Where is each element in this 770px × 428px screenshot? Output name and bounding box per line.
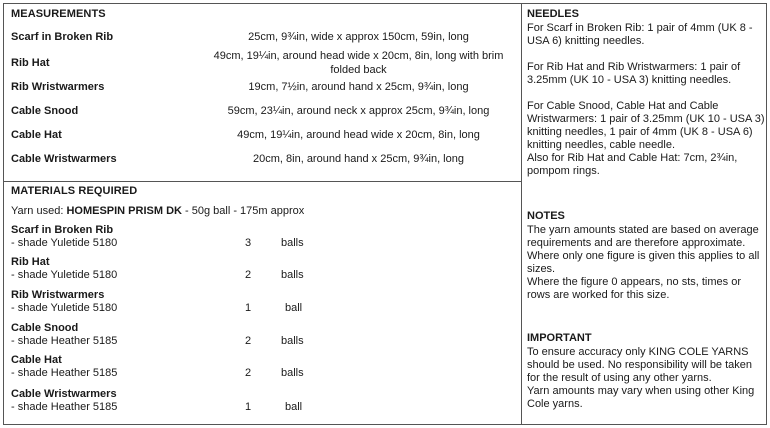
important-heading: IMPORTANT <box>527 332 592 344</box>
needles-cable: For Cable Snood, Cable Hat and Cable Wristwarmers: 1 pair of 3.25mm (UK 10 - USA 3) knitting needles, 1 pair of 4mm (UK 8 - USA 6) knitting needles, cable needle. <box>527 100 765 151</box>
measurement-name: Rib Hat <box>11 57 50 69</box>
material-item <box>11 256 516 282</box>
material-shade: - shade Heather 5185 <box>11 367 118 379</box>
measurement-name: Cable Snood <box>11 105 79 117</box>
material-unit: balls <box>281 269 304 281</box>
material-quantity: 2 <box>245 335 252 347</box>
measurement-row <box>11 99 516 123</box>
material-item <box>11 289 516 315</box>
measurement-value: 49cm, 19¼in, around head wide x 20cm, 8in, long with brim folded back <box>213 50 504 76</box>
needles-scarf: For Scarf in Broken Rib: 1 pair of 4mm (UK 8 - USA 6) knitting needles. <box>527 22 753 47</box>
material-name: Rib Wristwarmers <box>11 289 105 301</box>
important-text-2: Yarn amounts may vary when using other King Cole yarns. <box>527 385 755 410</box>
material-name: Cable Wristwarmers <box>11 388 117 400</box>
yarn-used-prefix: Yarn used: <box>11 205 67 217</box>
measurement-row <box>11 123 516 147</box>
material-quantity: 3 <box>245 237 252 249</box>
important-section <box>527 332 765 411</box>
column-divider <box>521 4 522 424</box>
material-unit: balls <box>281 335 304 347</box>
yarn-used-suffix: - 50g ball - 175m approx <box>181 205 305 217</box>
measurement-value: 19cm, 7½in, around hand x 25cm, 9¾in, long <box>248 81 469 93</box>
notes-section <box>527 210 765 302</box>
material-unit: balls <box>281 367 304 379</box>
needles-pompom: Also for Rib Hat and Cable Hat: 7cm, 2¾in, pompom rings. <box>527 152 738 177</box>
measurement-row <box>11 75 516 99</box>
materials-heading: MATERIALS REQUIRED <box>11 185 138 197</box>
measurement-name: Cable Wristwarmers <box>11 153 117 165</box>
material-item <box>11 322 516 348</box>
pattern-info-table <box>3 3 767 425</box>
needles-heading: NEEDLES <box>527 8 579 20</box>
measurement-name: Cable Hat <box>11 129 62 141</box>
material-item <box>11 224 516 250</box>
material-unit: ball <box>285 401 303 413</box>
notes-heading: NOTES <box>527 210 565 222</box>
material-quantity: 2 <box>245 269 252 281</box>
yarn-name: HOMESPIN PRISM DK <box>66 205 182 217</box>
notes-text-1: The yarn amounts stated are based on average requirements and are therefore approximate. <box>527 224 759 249</box>
measurement-value: 59cm, 23¼in, around neck x approx 25cm, 9¾in, long <box>227 105 490 117</box>
measurements-heading: MEASUREMENTS <box>11 8 106 20</box>
material-item <box>11 388 516 414</box>
measurement-row <box>11 49 516 77</box>
material-name: Scarf in Broken Rib <box>11 224 114 236</box>
needles-rib: For Rib Hat and Rib Wristwarmers: 1 pair of 3.25mm (UK 10 - USA 3) knitting needles. <box>527 61 741 86</box>
material-name: Cable Snood <box>11 322 79 334</box>
section-divider <box>4 181 521 182</box>
material-shade: - shade Heather 5185 <box>11 401 118 413</box>
material-quantity: 1 <box>245 302 252 314</box>
material-unit: ball <box>285 302 303 314</box>
material-shade: - shade Yuletide 5180 <box>11 302 118 314</box>
measurement-value: 20cm, 8in, around hand x 25cm, 9¾in, long <box>253 153 464 165</box>
measurement-value: 49cm, 19¼in, around head wide x 20cm, 8in, long <box>237 129 480 141</box>
material-unit: balls <box>281 237 304 249</box>
notes-text-2: Where only one figure is given this applies to all sizes. <box>527 250 760 275</box>
material-name: Rib Hat <box>11 256 50 268</box>
notes-text-3: Where the figure 0 appears, no sts, times or rows are worked for this size. <box>527 276 741 301</box>
material-shade: - shade Yuletide 5180 <box>11 237 118 249</box>
measurement-row <box>11 147 516 171</box>
material-shade: - shade Yuletide 5180 <box>11 269 118 281</box>
measurement-value: 25cm, 9¾in, wide x approx 150cm, 59in, long <box>248 31 469 43</box>
measurement-name: Rib Wristwarmers <box>11 81 105 93</box>
important-text-1: To ensure accuracy only KING COLE YARNS should be used. No responsibility will be taken for the result of using any other yarns. <box>527 346 753 384</box>
material-shade: - shade Heather 5185 <box>11 335 118 347</box>
material-quantity: 2 <box>245 367 252 379</box>
measurement-row <box>11 25 516 49</box>
material-item <box>11 354 516 380</box>
material-name: Cable Hat <box>11 354 62 366</box>
yarn-used-line <box>11 205 304 217</box>
material-quantity: 1 <box>245 401 252 413</box>
measurement-name: Scarf in Broken Rib <box>11 31 114 43</box>
needles-section <box>527 8 765 191</box>
